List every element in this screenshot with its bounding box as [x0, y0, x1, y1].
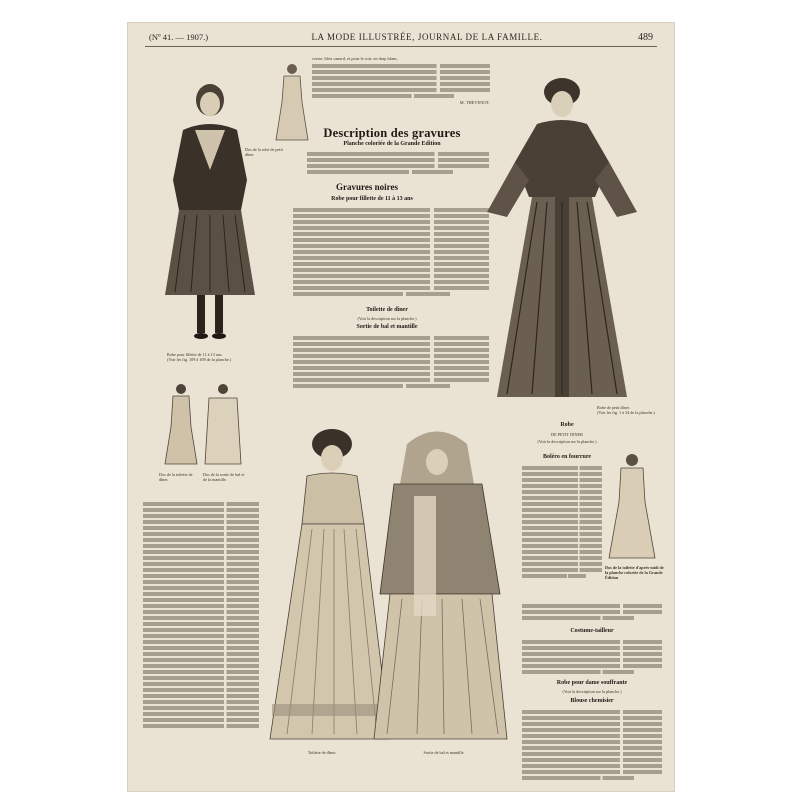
- caption-back-afternoon: Dos de la toilette d'après-midi de la planche coloriée de la Grande Édition: [605, 565, 664, 581]
- caption-ball-exit: Sortie de bal et mantille.: [423, 750, 465, 755]
- intro-line: cerise; bleu canard, et pour le soir, en drap blanc,: [312, 56, 399, 61]
- caption-dinner-toilette: Toilette de dîner.: [307, 750, 337, 755]
- robe-dame-note: (Voir la description sur la planche.): [562, 689, 622, 694]
- caption-small-dinner-dress: Robe de petit dîner.: [597, 405, 630, 410]
- illustration-back-dinner: [163, 382, 199, 467]
- illustration-back-ball: [203, 382, 243, 467]
- magazine-page: [127, 22, 675, 792]
- caption-back-small-dinner: Dos de la robe de petit dîner.: [245, 147, 283, 158]
- illustration-back-afternoon: [607, 452, 657, 562]
- caption-girl-dress: Robe pour fillette de 11 à 13 ans.: [167, 352, 223, 357]
- heading-blouse: Blouse chemisier: [570, 698, 614, 704]
- journal-title: LA MODE ILLUSTRÉE, JOURNAL DE LA FAMILLE.: [311, 32, 543, 42]
- caption-small-dinner-note: (Voir les fig. 1 à 34 de la planche.): [597, 410, 655, 416]
- issue-number: (Nº 41. — 1907.): [149, 32, 209, 42]
- heading-robe: Robe: [560, 422, 574, 428]
- robe-note: (Voir la description sur la planche.): [537, 439, 597, 444]
- left-column-text: [143, 500, 259, 730]
- illustration-small-dinner-dress: [477, 62, 647, 407]
- section-dinner-note: (Voir la description sur la planche.): [357, 316, 417, 321]
- illustration-dinner-and-ball: [262, 414, 512, 749]
- page-number: 489: [638, 32, 653, 43]
- caption-back-dinner: Dos de la toilette de dîner.: [159, 472, 193, 483]
- header-rule: [145, 46, 657, 47]
- heading-robe-dame: Robe pour dame souffrante: [556, 680, 628, 686]
- heading-bolero: Boléro en fourrure: [542, 454, 592, 460]
- section-dinner: Toilette de dîner: [366, 307, 408, 313]
- caption-back-ball: Dos de la sortie de bal et de la mantille.: [203, 472, 245, 483]
- intro-text-block: [312, 56, 490, 106]
- heading-robe-sub: DE PETIT DINER: [551, 432, 583, 437]
- subheading-girl-dress: Robe pour fillette de 11 à 13 ans: [331, 196, 413, 202]
- section-ball: Sortie de bal et mantille: [356, 324, 418, 330]
- illustration-girl-dress: [155, 60, 265, 350]
- subheading-planche: Planche coloriée de la Grande Edition: [343, 141, 441, 147]
- caption-girl-dress-note: (Voir les fig. 109 à 108 de la planche.): [167, 357, 232, 363]
- heading-costume: Costume-tailleur: [570, 628, 614, 634]
- heading-description: Description des gravures: [323, 126, 461, 140]
- heading-gravures-noires: Gravures noires: [336, 182, 398, 192]
- signature: M. THEVENOT.: [459, 100, 490, 105]
